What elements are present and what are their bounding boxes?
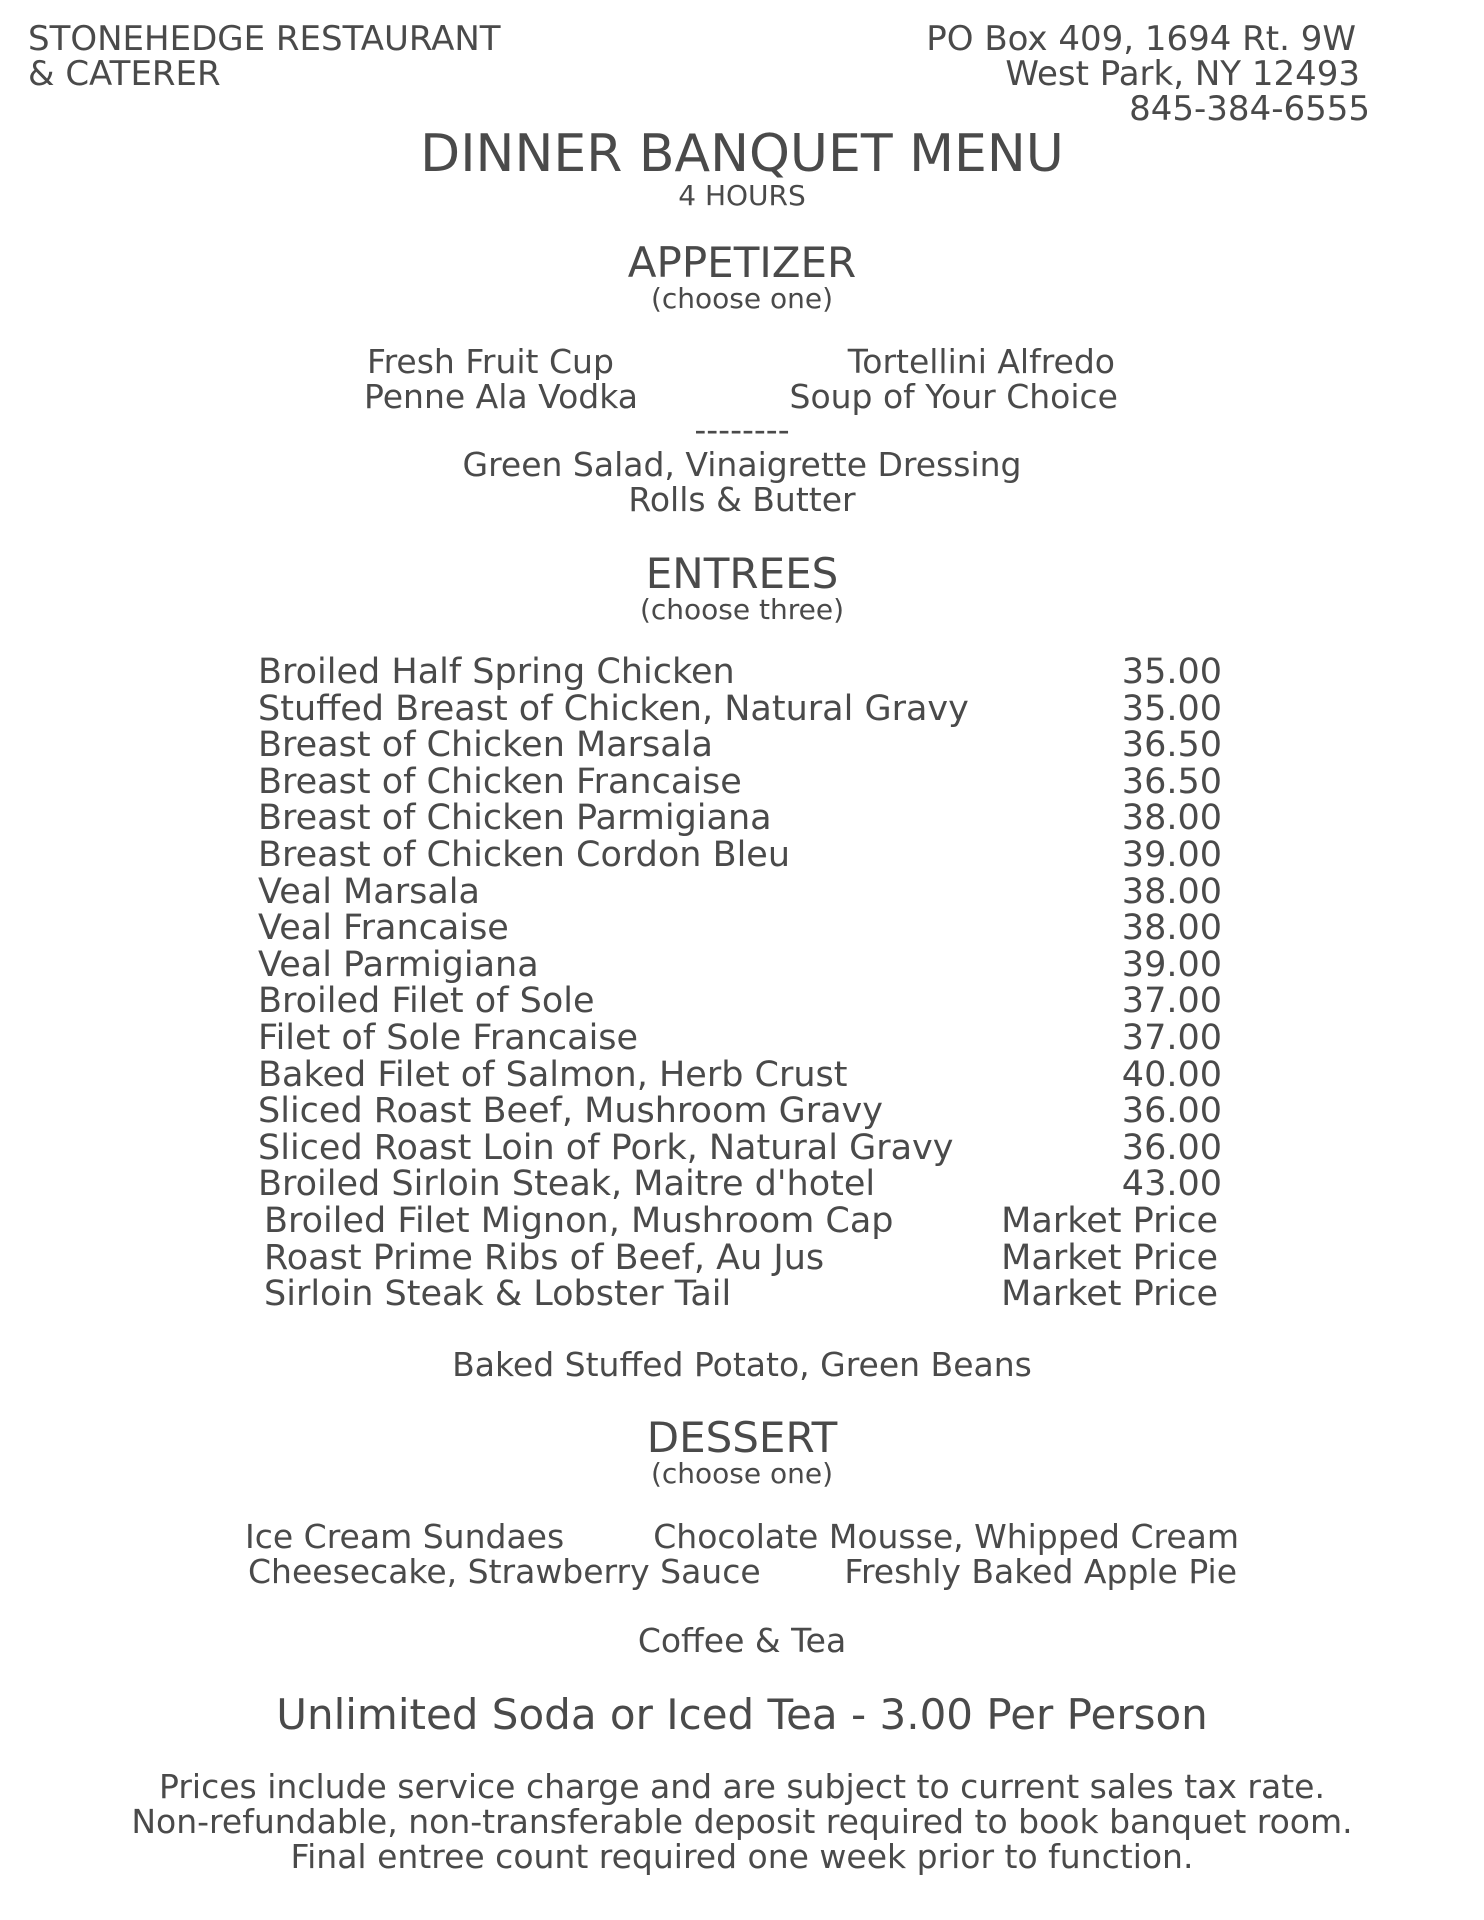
entree-name: Sliced Roast Loin of Pork, Natural Gravy: [258, 1128, 954, 1168]
entree-price: 35.00: [1121, 689, 1222, 729]
footer-note: Final entree count required one week prior to function.: [290, 1837, 1194, 1876]
appetizer-heading: APPETIZER: [627, 238, 857, 287]
entree-price: 39.00: [1121, 945, 1222, 985]
phone-number: 845-384-6555: [1129, 89, 1370, 129]
restaurant-name-line1: STONEHEDGE RESTAURANT: [28, 19, 501, 59]
footer-note: Prices include service charge and are subject to current sales tax rate.: [159, 1767, 1325, 1806]
entree-name: Broiled Filet Mignon, Mushroom Cap: [264, 1201, 894, 1241]
entree-price: 37.00: [1121, 1018, 1222, 1058]
appetizer-included: Rolls & Butter: [628, 480, 856, 519]
entree-price: 38.00: [1121, 872, 1222, 912]
dessert-option: Ice Cream Sundaes: [245, 1517, 565, 1556]
entree-price: 38.00: [1121, 798, 1222, 838]
appetizer-option: Fresh Fruit Cup: [367, 342, 614, 381]
dessert-option: Freshly Baked Apple Pie: [844, 1552, 1237, 1591]
appetizer-instruction: (choose one): [650, 282, 834, 315]
entree-name: Sirloin Steak & Lobster Tail: [264, 1274, 732, 1314]
entree-name: Roast Prime Ribs of Beef, Au Jus: [264, 1238, 825, 1278]
address-line1: PO Box 409, 1694 Rt. 9W: [926, 19, 1356, 59]
entree-price: Market Price: [1001, 1274, 1218, 1314]
menu-duration: 4 HOURS: [678, 179, 806, 212]
dessert-option: Cheesecake, Strawberry Sauce: [248, 1552, 761, 1591]
entree-price: 38.00: [1121, 908, 1222, 948]
entree-name: Baked Filet of Salmon, Herb Crust: [258, 1055, 848, 1095]
soda-offer: Unlimited Soda or Iced Tea - 3.00 Per Person: [276, 1690, 1208, 1739]
dessert-heading: DESSERT: [646, 1413, 838, 1462]
entree-name: Veal Parmigiana: [258, 945, 539, 985]
entree-price: 39.00: [1121, 835, 1222, 875]
restaurant-name-line2: & CATERER: [28, 54, 221, 94]
entree-price: 36.50: [1121, 725, 1222, 765]
dessert-option: Chocolate Mousse, Whipped Cream: [653, 1517, 1239, 1556]
dessert-instruction: (choose one): [650, 1457, 834, 1490]
entree-name: Sliced Roast Beef, Mushroom Gravy: [258, 1091, 883, 1131]
menu-title: DINNER BANQUET MENU: [420, 124, 1064, 184]
entrees-instruction: (choose three): [639, 593, 845, 626]
entree-name: Broiled Half Spring Chicken: [258, 652, 735, 692]
entree-price: 36.00: [1121, 1128, 1222, 1168]
appetizer-option: Penne Ala Vodka: [364, 377, 639, 416]
entree-price: 36.00: [1121, 1091, 1222, 1131]
entree-price: 43.00: [1121, 1164, 1222, 1204]
entree-price: 35.00: [1121, 652, 1222, 692]
entrees-heading: ENTREES: [645, 549, 839, 598]
entree-name: Veal Marsala: [258, 872, 480, 912]
divider: --------: [694, 410, 790, 449]
entree-name: Breast of Chicken Cordon Bleu: [258, 835, 791, 875]
entree-price: 37.00: [1121, 981, 1222, 1021]
entree-sides: Baked Stuffed Potato, Green Beans: [452, 1345, 1032, 1384]
footer-note: Non-refundable, non-transferable deposit required to book banquet room.: [131, 1802, 1353, 1841]
dessert-beverage: Coffee & Tea: [637, 1621, 847, 1660]
entree-price: 40.00: [1121, 1055, 1222, 1095]
entree-price: 36.50: [1121, 762, 1222, 802]
entree-name: Breast of Chicken Marsala: [258, 725, 713, 765]
appetizer-option: Soup of Your Choice: [789, 377, 1118, 416]
entree-name: Filet of Sole Francaise: [258, 1018, 639, 1058]
entree-name: Breast of Chicken Parmigiana: [258, 798, 772, 838]
appetizer-included: Green Salad, Vinaigrette Dressing: [462, 445, 1022, 484]
entree-name: Broiled Filet of Sole: [258, 981, 595, 1021]
entree-name: Breast of Chicken Francaise: [258, 762, 742, 802]
entree-name: Stuffed Breast of Chicken, Natural Gravy: [258, 689, 969, 729]
address-line2: West Park, NY 12493: [1005, 54, 1360, 94]
entree-price: Market Price: [1001, 1238, 1218, 1278]
entree-name: Veal Francaise: [258, 908, 509, 948]
entree-price: Market Price: [1001, 1201, 1218, 1241]
entree-name: Broiled Sirloin Steak, Maitre d'hotel: [258, 1164, 876, 1204]
appetizer-option: Tortellini Alfredo: [847, 342, 1115, 381]
